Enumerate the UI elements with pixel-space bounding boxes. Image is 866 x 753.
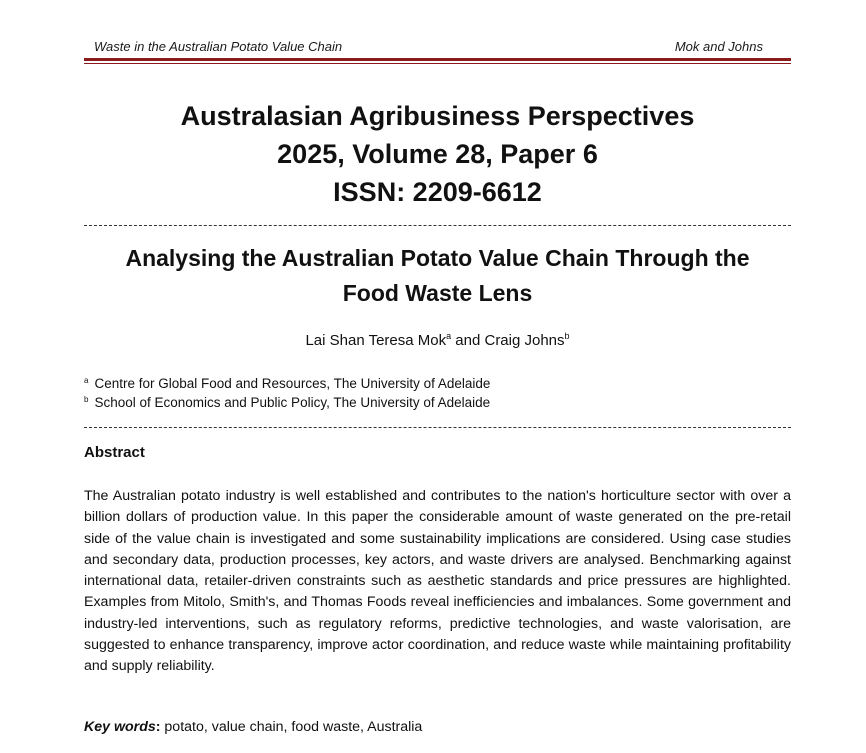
journal-name: Australasian Agribusiness Perspectives [180, 101, 695, 131]
keywords-label: Key words [84, 719, 156, 735]
paper-title-line2: Food Waste Lens [342, 280, 533, 306]
affiliations [84, 374, 791, 412]
journal-title-block [84, 97, 791, 211]
author-name: Craig Johns [484, 332, 565, 349]
author-affiliation-mark: b [564, 331, 570, 341]
paper-title-line1: Analysing the Australian Potato Value Chain Through the [125, 245, 750, 271]
running-header [84, 39, 791, 57]
running-header-authors: Mok and Johns [674, 39, 763, 54]
affiliation-mark: b [84, 394, 89, 404]
dashed-divider-bottom [84, 427, 791, 428]
affiliation-mark: a [84, 375, 89, 385]
affiliation-item [84, 393, 791, 412]
abstract-body: The Australian potato industry is well established and contributes to the nation's horticulture sector with over a billion dollars of production value. In this paper the considerable amount of waste generated on the pre-retail side of the value chain is investigated and some sustainability implications are considered. Using case studies and secondary data, production processes, key actors, and waste drivers are analysed. Benchmarking against international data, retailer-driven constraints such as aesthetic standards and price pressures are highlighted. Examples from Mitolo, Smith's, and Thomas Foods reveal inefficiencies and imbalances. Some government and industry-led interventions, such as regulatory reforms, predictive technologies, and waste valorisation, are suggested to enhance transparency, improve actor coordination, and reduce waste while maintaining profitability and supply reliability. [84, 488, 791, 675]
authors-line [84, 331, 791, 351]
abstract-heading: Abstract [84, 444, 145, 461]
paper-title [84, 241, 791, 311]
header-rule-thin [84, 63, 791, 64]
keywords-separator: : [155, 719, 165, 735]
running-header-title: Waste in the Australian Potato Value Chain [94, 39, 343, 54]
header-rule-thick [84, 58, 791, 61]
keywords-line [84, 717, 791, 737]
keywords-text: potato, value chain, food waste, Australia [164, 719, 423, 735]
author-affiliation-mark: a [446, 331, 452, 341]
journal-issn: ISSN: 2209-6612 [333, 177, 542, 207]
affiliation-text: Centre for Global Food and Resources, The University of Adelaide [94, 376, 491, 391]
journal-volume: 2025, Volume 28, Paper 6 [277, 139, 598, 169]
author-name: Lai Shan Teresa Mok [305, 332, 447, 349]
dashed-divider-top [84, 225, 791, 226]
author-conjunction: and [451, 332, 485, 349]
affiliation-text: School of Economics and Public Policy, The University of Adelaide [94, 395, 491, 410]
affiliation-item [84, 374, 791, 393]
